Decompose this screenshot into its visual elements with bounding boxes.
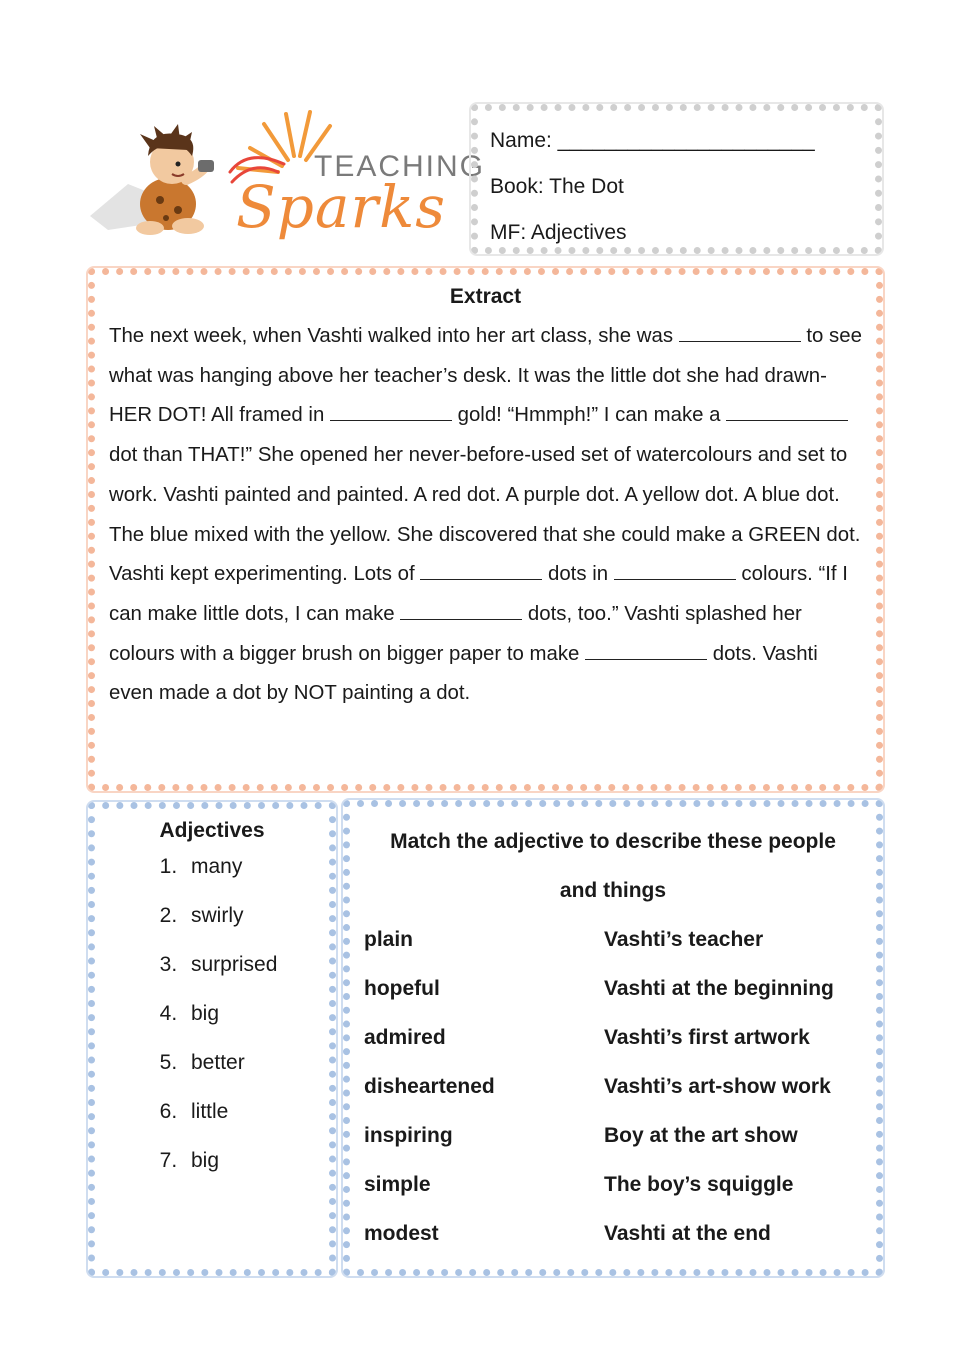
blank-2[interactable]: [330, 398, 452, 421]
blank-7[interactable]: [585, 637, 707, 660]
blank-4[interactable]: [420, 557, 542, 580]
match-target[interactable]: Vashti at the beginning: [604, 977, 834, 1000]
match-row: [364, 915, 862, 964]
match-row: [364, 1111, 862, 1160]
adjectives-title: Adjectives: [159, 819, 265, 842]
list-item: 3. surprised: [183, 949, 319, 998]
match-target[interactable]: Vashti’s art-show work: [604, 1075, 831, 1098]
logo-sparks-text: Sparks: [236, 173, 447, 241]
extract-text-4: dot than THAT!” She opened her never-before-used set of watercolours and set to work. Vashti painted and painted. A red dot. A purple dot. A yellow dot. A blue dot. The blue mixed with the yellow. She discovered that she could make a GREEN dot. Vashti kept experimenting. Lots of: [109, 444, 861, 586]
match-adjective[interactable]: disheartened: [364, 1075, 495, 1098]
blank-1[interactable]: [679, 319, 801, 342]
match-target[interactable]: Boy at the art show: [604, 1124, 798, 1147]
match-target[interactable]: Vashti’s first artwork: [604, 1026, 810, 1049]
extract-text-8: dots. Vashti even made a dot by NOT painting a dot.: [109, 642, 818, 705]
blank-6[interactable]: [400, 597, 522, 620]
match-adjective[interactable]: inspiring: [364, 1124, 453, 1147]
extract-box: [88, 268, 883, 791]
match-row: [364, 1062, 862, 1111]
match-adjective[interactable]: plain: [364, 928, 414, 951]
logo-teaching-text: TEACHING: [314, 150, 486, 183]
extract-text-3: gold! “Hmmph!” I can make a: [451, 404, 727, 427]
student-info-box: [471, 104, 882, 254]
list-item: 6. little: [183, 1096, 319, 1145]
list-item: 5. better: [183, 1047, 319, 1096]
match-adjective[interactable]: modest: [364, 1222, 439, 1245]
adjectives-list: [105, 851, 319, 1194]
match-target[interactable]: The boy’s squiggle: [604, 1173, 794, 1196]
list-item: 1. many: [183, 851, 319, 900]
match-adjective[interactable]: hopeful: [364, 977, 440, 1000]
book-title: Book: The Dot: [490, 175, 624, 198]
extract-text-5: dots in: [542, 563, 614, 586]
teaching-sparks-logo: [88, 104, 486, 254]
list-item: 2. swirly: [183, 900, 319, 949]
name-field[interactable]: Name: ______________________: [490, 129, 815, 152]
match-adjective[interactable]: simple: [364, 1173, 431, 1196]
match-box: [343, 800, 883, 1276]
extract-text-1: The next week, when Vashti walked into her art class, she was: [109, 325, 679, 347]
match-row: [364, 964, 862, 1013]
extract-text-7: dots, too.” Vashti splashed her colours with a bigger brush on bigger paper to make: [109, 602, 802, 665]
adjectives-box: [88, 802, 336, 1276]
match-target[interactable]: Vashti’s teacher: [604, 928, 764, 951]
extract-text-2: to see what was hanging above her teacher’s desk. It was the little dot she had drawn- HER DOT! All framed in: [109, 325, 862, 427]
mf-topic: MF: Adjectives: [490, 221, 627, 244]
match-target[interactable]: Vashti at the end: [604, 1222, 771, 1245]
blank-3[interactable]: [726, 398, 848, 421]
extract-passage: [109, 317, 862, 714]
match-title-line2: and things: [559, 879, 667, 902]
blank-5[interactable]: [614, 557, 736, 580]
list-item: 4. big: [183, 998, 319, 1047]
match-row: [364, 1209, 862, 1258]
list-item: 7. big: [183, 1145, 319, 1194]
extract-title: Extract: [449, 285, 522, 308]
match-row: [364, 1013, 862, 1062]
match-title-line1: Match the adjective to describe these people: [390, 830, 836, 853]
extract-text-6: colours. “If I can make little dots, I can make: [109, 563, 848, 625]
match-row: [364, 1160, 862, 1209]
match-adjective[interactable]: admired: [364, 1026, 446, 1049]
